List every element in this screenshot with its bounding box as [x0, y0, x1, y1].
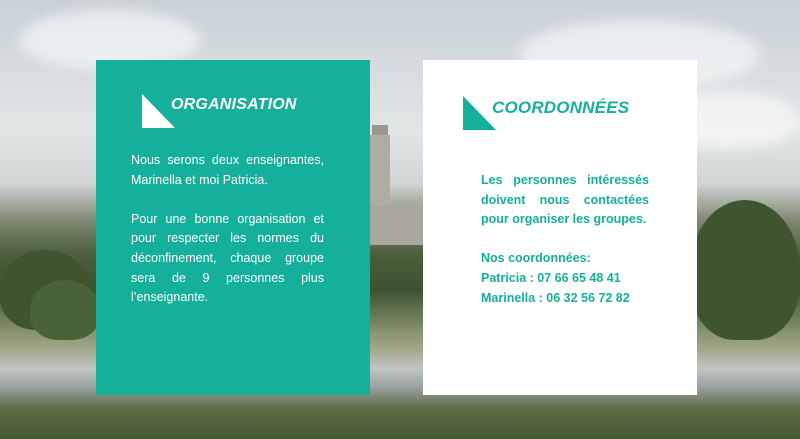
organisation-title: ORGANISATION: [171, 96, 297, 113]
coordonnees-title: COORDONNÉES: [492, 98, 630, 117]
contact-block: [481, 249, 649, 308]
coordonnees-card: [423, 60, 697, 395]
organisation-paragraph-2: Pour une bonne organisation et pour respecter les normes du déconfinement, chaque groupe sera de 9 personnes plus l’enseignante.: [131, 211, 324, 305]
organisation-paragraph-1: Nous serons deux enseignantes, Marinella et moi Patricia.: [131, 153, 324, 187]
coordonnees-paragraph-1: Les personnes intéressés doivent nous contactées pour organiser les groupes.: [481, 173, 649, 227]
organisation-text: [131, 151, 324, 327]
organisation-card: [96, 60, 370, 395]
contact-patricia[interactable]: Patricia : 07 66 65 48 41: [481, 270, 621, 285]
coordonnees-heading-row: [463, 96, 629, 130]
contact-heading: Nos coordonnées:: [481, 251, 591, 266]
organisation-heading-row: [142, 94, 297, 128]
contact-marinella[interactable]: Marinella : 06 32 56 72 82: [481, 290, 630, 305]
coordonnees-text: [481, 171, 649, 308]
